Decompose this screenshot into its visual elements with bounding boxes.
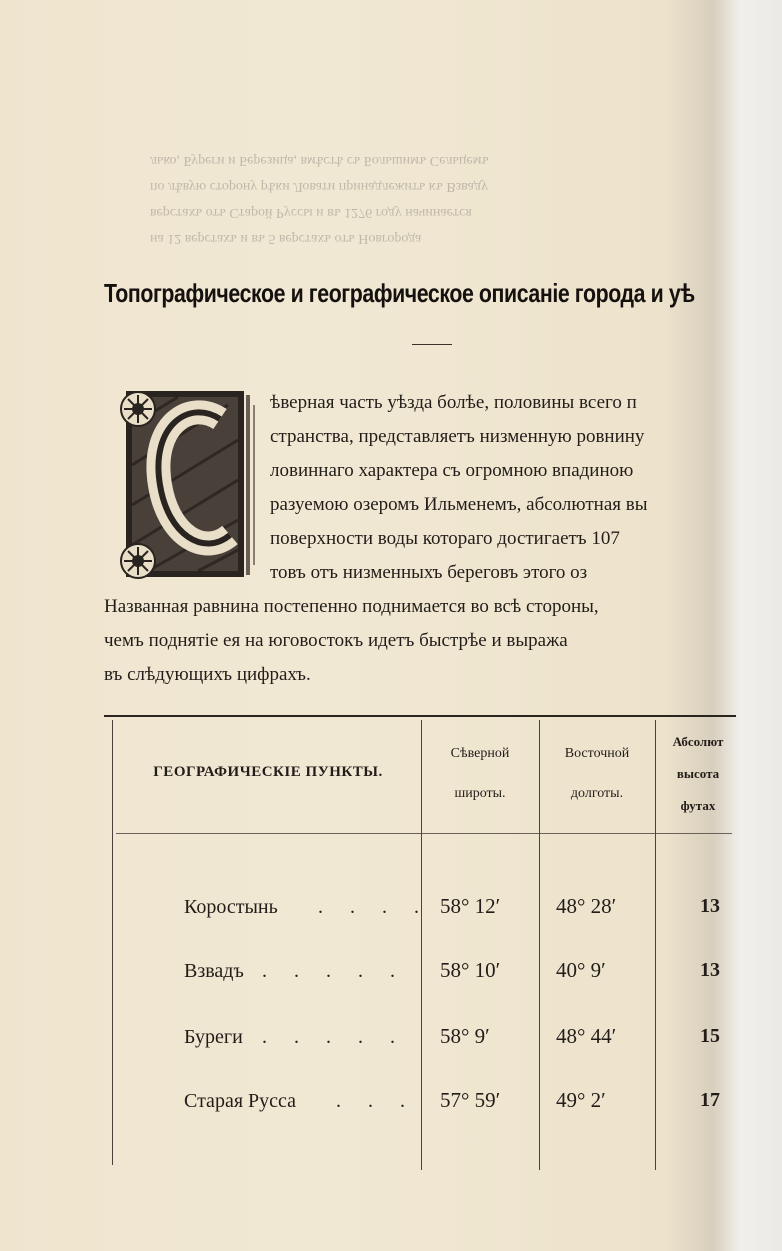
paragraph-line: товъ отъ низменныхъ береговъ этого оз — [270, 562, 588, 583]
leader-dots: . . . — [336, 1090, 416, 1112]
header-latitude-line2: широты. — [454, 786, 506, 801]
longitude-value: 48° 44′ — [556, 1024, 617, 1048]
place-name: Коростынь — [184, 896, 278, 918]
table-top-rule — [104, 715, 736, 717]
header-points: ГЕОГРАФИЧЕСКІЕ ПУНКТЫ. — [153, 764, 383, 780]
ornamental-drop-cap — [118, 385, 260, 580]
show-through-text: на 12 верстахъ и въ 5 верстахъ отъ Новгорода — [150, 231, 422, 246]
title-divider — [412, 344, 452, 345]
paragraph-line: въ слѣдующихъ цифрахъ. — [104, 664, 311, 685]
longitude-value: 40° 9′ — [556, 958, 606, 982]
latitude-value: 58° 10′ — [440, 958, 501, 982]
paragraph-line: разуемою озеромъ Ильменемъ, абсолютная вы — [270, 494, 648, 515]
leader-dots: . . . . . — [262, 1026, 406, 1048]
table-column-line — [539, 720, 540, 1170]
latitude-value: 57° 59′ — [440, 1088, 501, 1112]
latitude-value: 58° 9′ — [440, 1024, 490, 1048]
table-column-line — [421, 720, 422, 1170]
header-longitude-line2: долготы. — [570, 786, 624, 801]
altitude-value: 13 — [700, 959, 720, 981]
latitude-value: 58° 12′ — [440, 894, 501, 918]
paragraph-line: поверхности воды котораго достигаетъ 107 — [270, 528, 620, 549]
table-column-line — [655, 720, 656, 1170]
header-altitude-line3: футах — [680, 798, 716, 813]
header-altitude-line1: Абсолют — [672, 734, 724, 749]
show-through-text: по лѣвую сторону рѣки Ловати принадлежитъ къ Взваду — [150, 179, 488, 194]
altitude-value: 13 — [700, 895, 720, 917]
header-latitude-line1: Сѣверной — [450, 746, 510, 761]
paragraph-line: ѣверная часть уѣзда болѣе, половины всего п — [270, 392, 637, 413]
paragraph-line: ловиннаго характера съ огромною впадиною — [270, 460, 634, 481]
page-heading: Топографическое и географическое описаніе города и уѣ — [104, 278, 695, 308]
show-through-text: лько, Буреги и Березица, вмѣстѣ съ Большимъ Сельцемъ — [150, 153, 489, 168]
paragraph-line: чемъ поднятіе ея на юговостокъ идетъ быстрѣе и выража — [104, 630, 568, 651]
page-edge — [722, 0, 782, 1251]
show-through-text: верстахъ отъ Старой Руссы и въ 1276 году начинается — [150, 205, 472, 220]
paragraph-line: Названная равнина постепенно поднимается во всѣ стороны, — [104, 596, 599, 617]
paragraph-line: странства, представляетъ низменную ровнину — [270, 426, 645, 447]
leader-dots: . . . . — [318, 896, 430, 918]
longitude-value: 48° 28′ — [556, 894, 617, 918]
place-name: Старая Русса — [184, 1090, 297, 1112]
altitude-value: 17 — [700, 1089, 720, 1111]
altitude-value: 15 — [700, 1025, 720, 1047]
table-column-line — [112, 720, 113, 1165]
place-name: Взвадъ — [184, 960, 244, 982]
table-header-rule — [116, 833, 732, 834]
place-name: Буреги — [184, 1026, 243, 1048]
header-longitude-line1: Восточной — [564, 746, 630, 761]
header-altitude-line2: высота — [676, 766, 720, 781]
longitude-value: 49° 2′ — [556, 1088, 606, 1112]
leader-dots: . . . . . — [262, 960, 406, 982]
